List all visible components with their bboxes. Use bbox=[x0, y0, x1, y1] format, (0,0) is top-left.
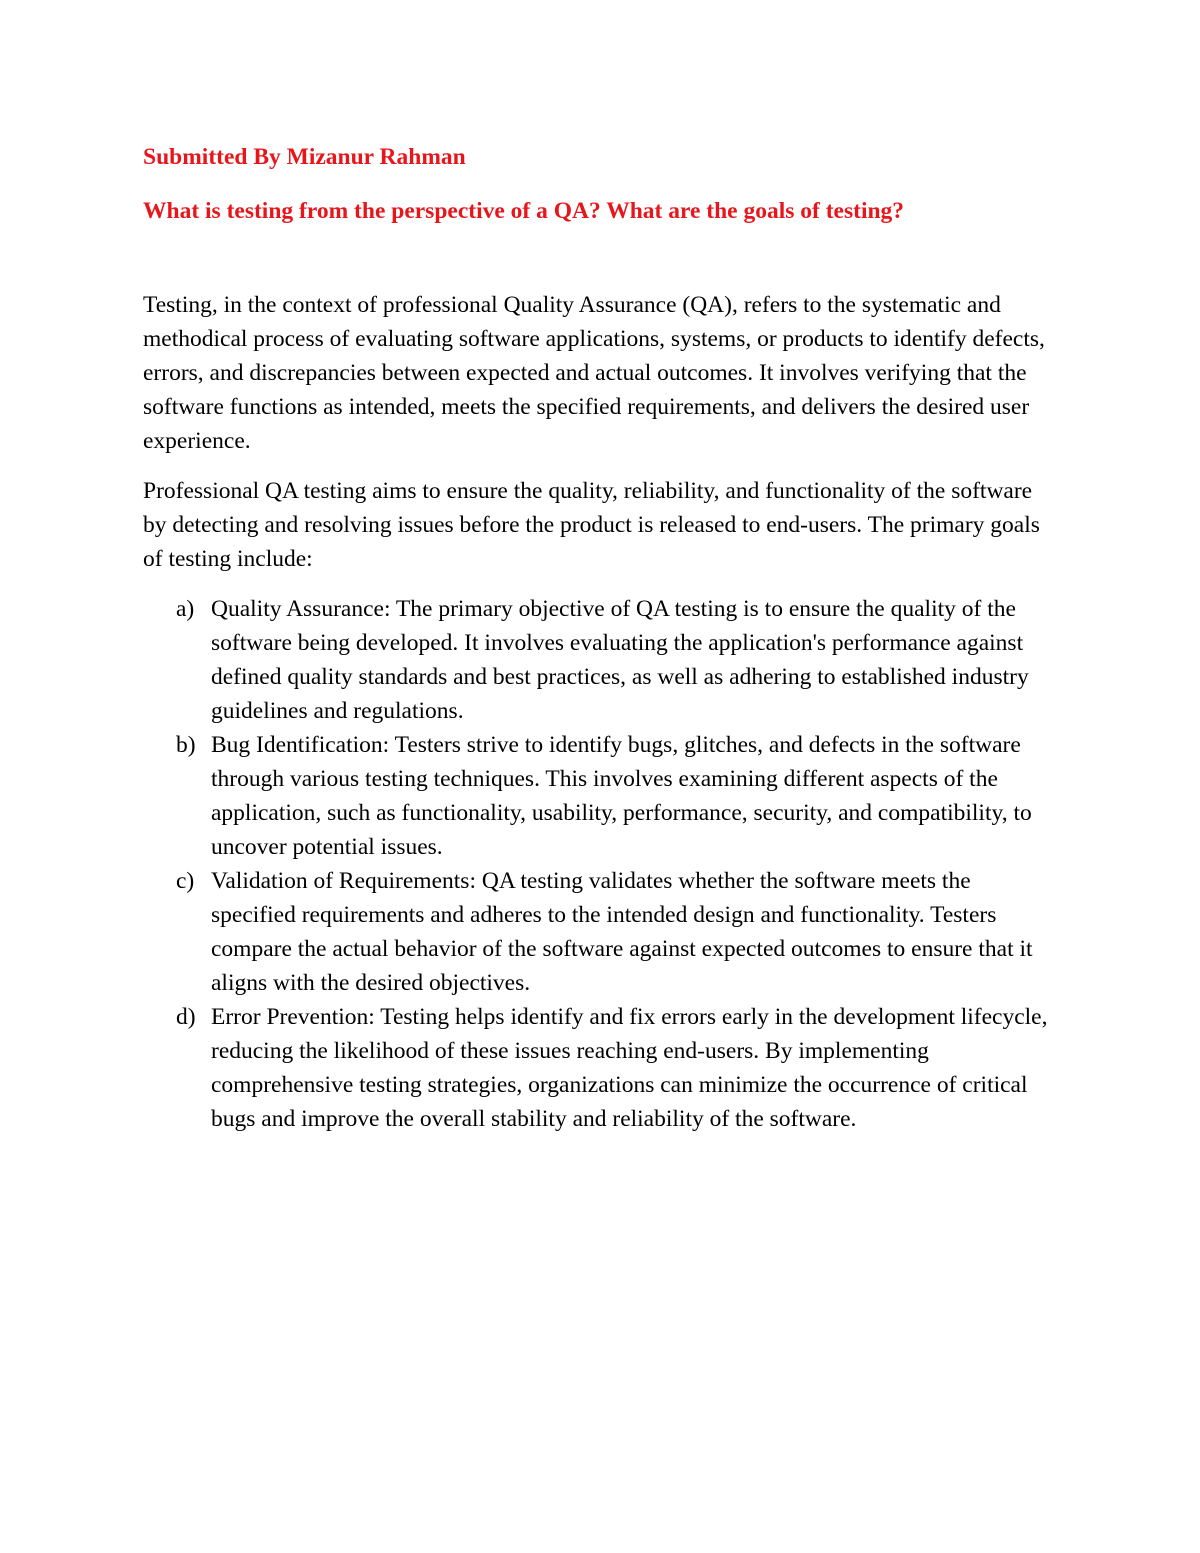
goal-item-quality-assurance bbox=[143, 592, 1061, 728]
goal-marker: b) bbox=[176, 732, 196, 758]
goal-marker: d) bbox=[176, 1004, 196, 1030]
goal-text: Validation of Requirements: QA testing validates whether the software meets the specified requirements and adheres to the intended design and functionality. Testers compare the actual behavior of the software against expected outcomes to ensure that it aligns with the desired objectives. bbox=[211, 868, 1033, 996]
document-page bbox=[143, 140, 1073, 1136]
goal-text: Error Prevention: Testing helps identify and fix errors early in the development lifecycle, reducing the likelihood of these issues reaching end-users. By implementing comprehensive testing strategies, organizations can minimize the occurrence of critical bugs and improve the overall stability and reliability of the software. bbox=[211, 1004, 1048, 1132]
goals-list bbox=[143, 592, 1073, 1136]
goal-item-validation-of-requirements bbox=[143, 864, 1061, 1000]
goal-text: Quality Assurance: The primary objective of QA testing is to ensure the quality of the software being developed. It involves evaluating the application's performance against defined quality standards and best practices, as well as adhering to established industry guidelines and regulations. bbox=[211, 596, 1029, 724]
goal-marker: c) bbox=[176, 868, 195, 894]
intro-paragraph: Testing, in the context of professional Quality Assurance (QA), refers to the systematic and methodical process of evaluating software applications, systems, or products to identify defects, errors, and discrepancies between expected and actual outcomes. It involves verifying that the software functions as intended, meets the specified requirements, and delivers the desired user experience. bbox=[143, 292, 1045, 454]
goal-item-error-prevention bbox=[143, 1000, 1061, 1136]
goals-intro-paragraph: Professional QA testing aims to ensure the quality, reliability, and functionality of the software by detecting and resolving issues before the product is released to end-users. The primary goals of testing include: bbox=[143, 478, 1040, 572]
goal-text: Bug Identification: Testers strive to identify bugs, glitches, and defects in the software through various testing techniques. This involves examining different aspects of the application, such as functionality, usability, performance, security, and compatibility, to uncover potential issues. bbox=[211, 732, 1032, 860]
goal-marker: a) bbox=[176, 596, 195, 622]
goal-item-bug-identification bbox=[143, 728, 1061, 864]
question-heading: What is testing from the perspective of a QA? What are the goals of testing? bbox=[143, 198, 905, 224]
author-line: Submitted By Mizanur Rahman bbox=[143, 144, 466, 170]
